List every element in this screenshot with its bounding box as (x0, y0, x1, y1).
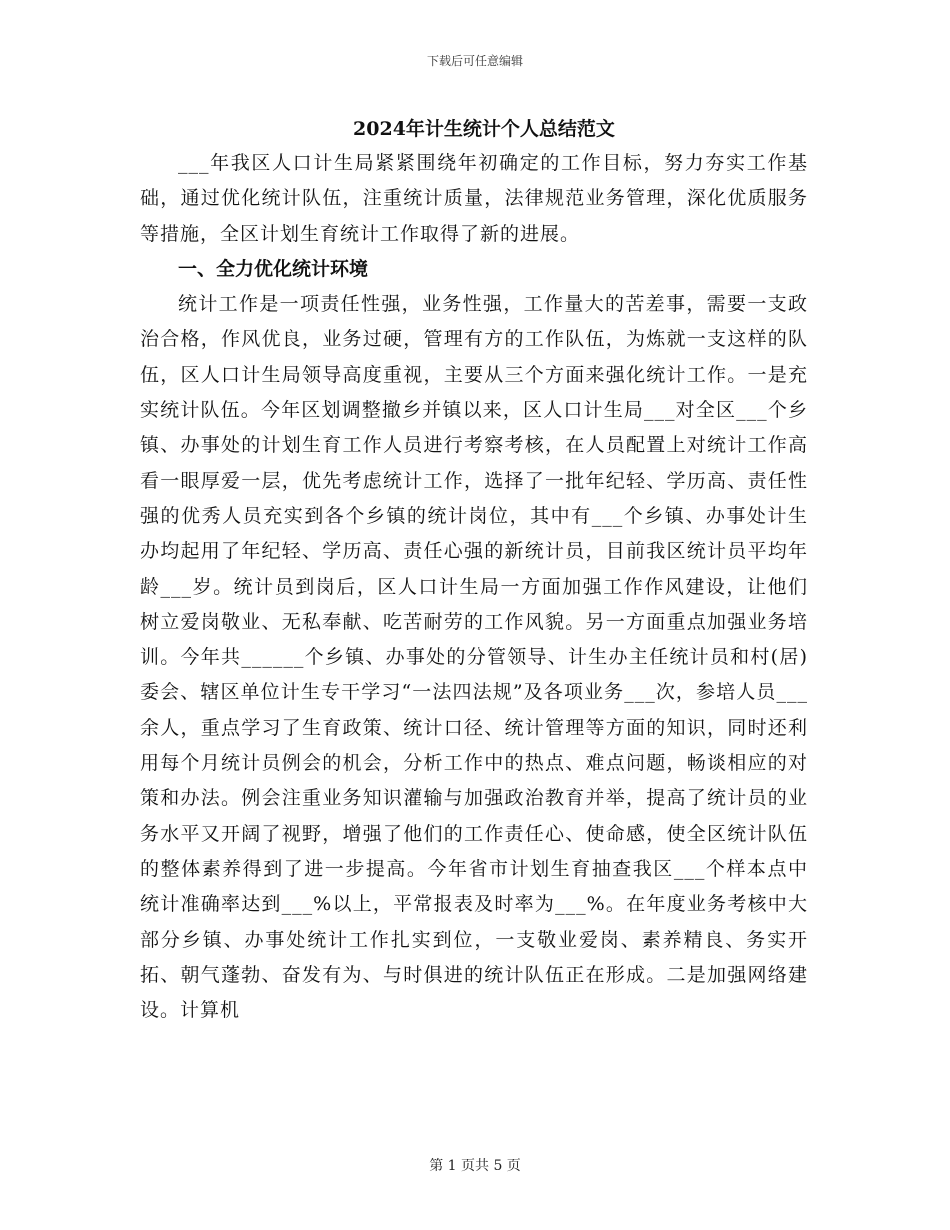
document-title: 2024年计生统计个人总结范文 (353, 118, 615, 140)
page-header: 下载后可任意编辑 (426, 54, 523, 68)
section-heading-1: 一、全力优化统计环境 (178, 257, 369, 280)
intro-paragraph: ___年我区人口计生局紧紧围绕年初确定的工作目标，努力夯实工作基础，通过优化统计队伍，注重统计质量，法律规范业务管理，深化优质服务等措施，全区计划生育统计工作取得了新的进展。 (140, 152, 808, 245)
page-footer: 第 1 页共 5 页 (429, 1158, 521, 1174)
document-body (140, 112, 808, 1028)
section-1-paragraph: 统计工作是一项责任性强，业务性强，工作量大的苦差事，需要一支政治合格，作风优良，业务过硬，管理有方的工作队伍，为炼就一支这样的队伍，区人口计生局领导高度重视，主要从三个方面来强化统计工作。一是充实统计队伍。今年区划调整撤乡并镇以来，区人口计生局___对全区___个乡镇、办事处的计划生育工作人员进行考察考核，在人员配置上对统计工作高看一眼厚爱一层，优先考虑统计工作，选择了一批年纪轻、学历高、责任性强的优秀人员充实到各个乡镇的统计岗位，其中有___个乡镇、办事处计生办均起用了年纪轻、学历高、责任心强的新统计员，目前我区统计员平均年龄___岁。统计员到岗后，区人口计生局一方面加强工作作风建设，让他们树立爱岗敬业、无私奉献、吃苦耐劳的工作风貌。另一方面重点加强业务培训。今年共______个乡镇、办事处的分管领导、计生办主任统计员和村(居)委会、辖区单位计生专干学习“一法四法规”及各项业务___次，参培人员___余人，重点学习了生育政策、统计口径、统计管理等方面的知识，同时还利用每个月统计员例会的机会，分析工作中的热点、难点问题，畅谈相应的对策和办法。例会注重业务知识灌输与加强政治教育并举，提高了统计员的业务水平又开阔了视野，增强了他们的工作责任心、使命感，使全区统计队伍的整体素养得到了进一步提高。今年省市计划生育抽查我区___个样本点中统计准确率达到___%以上，平常报表及时率为___%。在年度业务考核中大部分乡镇、办事处统计工作扎实到位，一支敬业爱岗、素养精良、务实开拓、朝气蓬勃、奋发有为、与时俱进的统计队伍正在形成。二是加强网络建设。计算机 (140, 293, 808, 1022)
